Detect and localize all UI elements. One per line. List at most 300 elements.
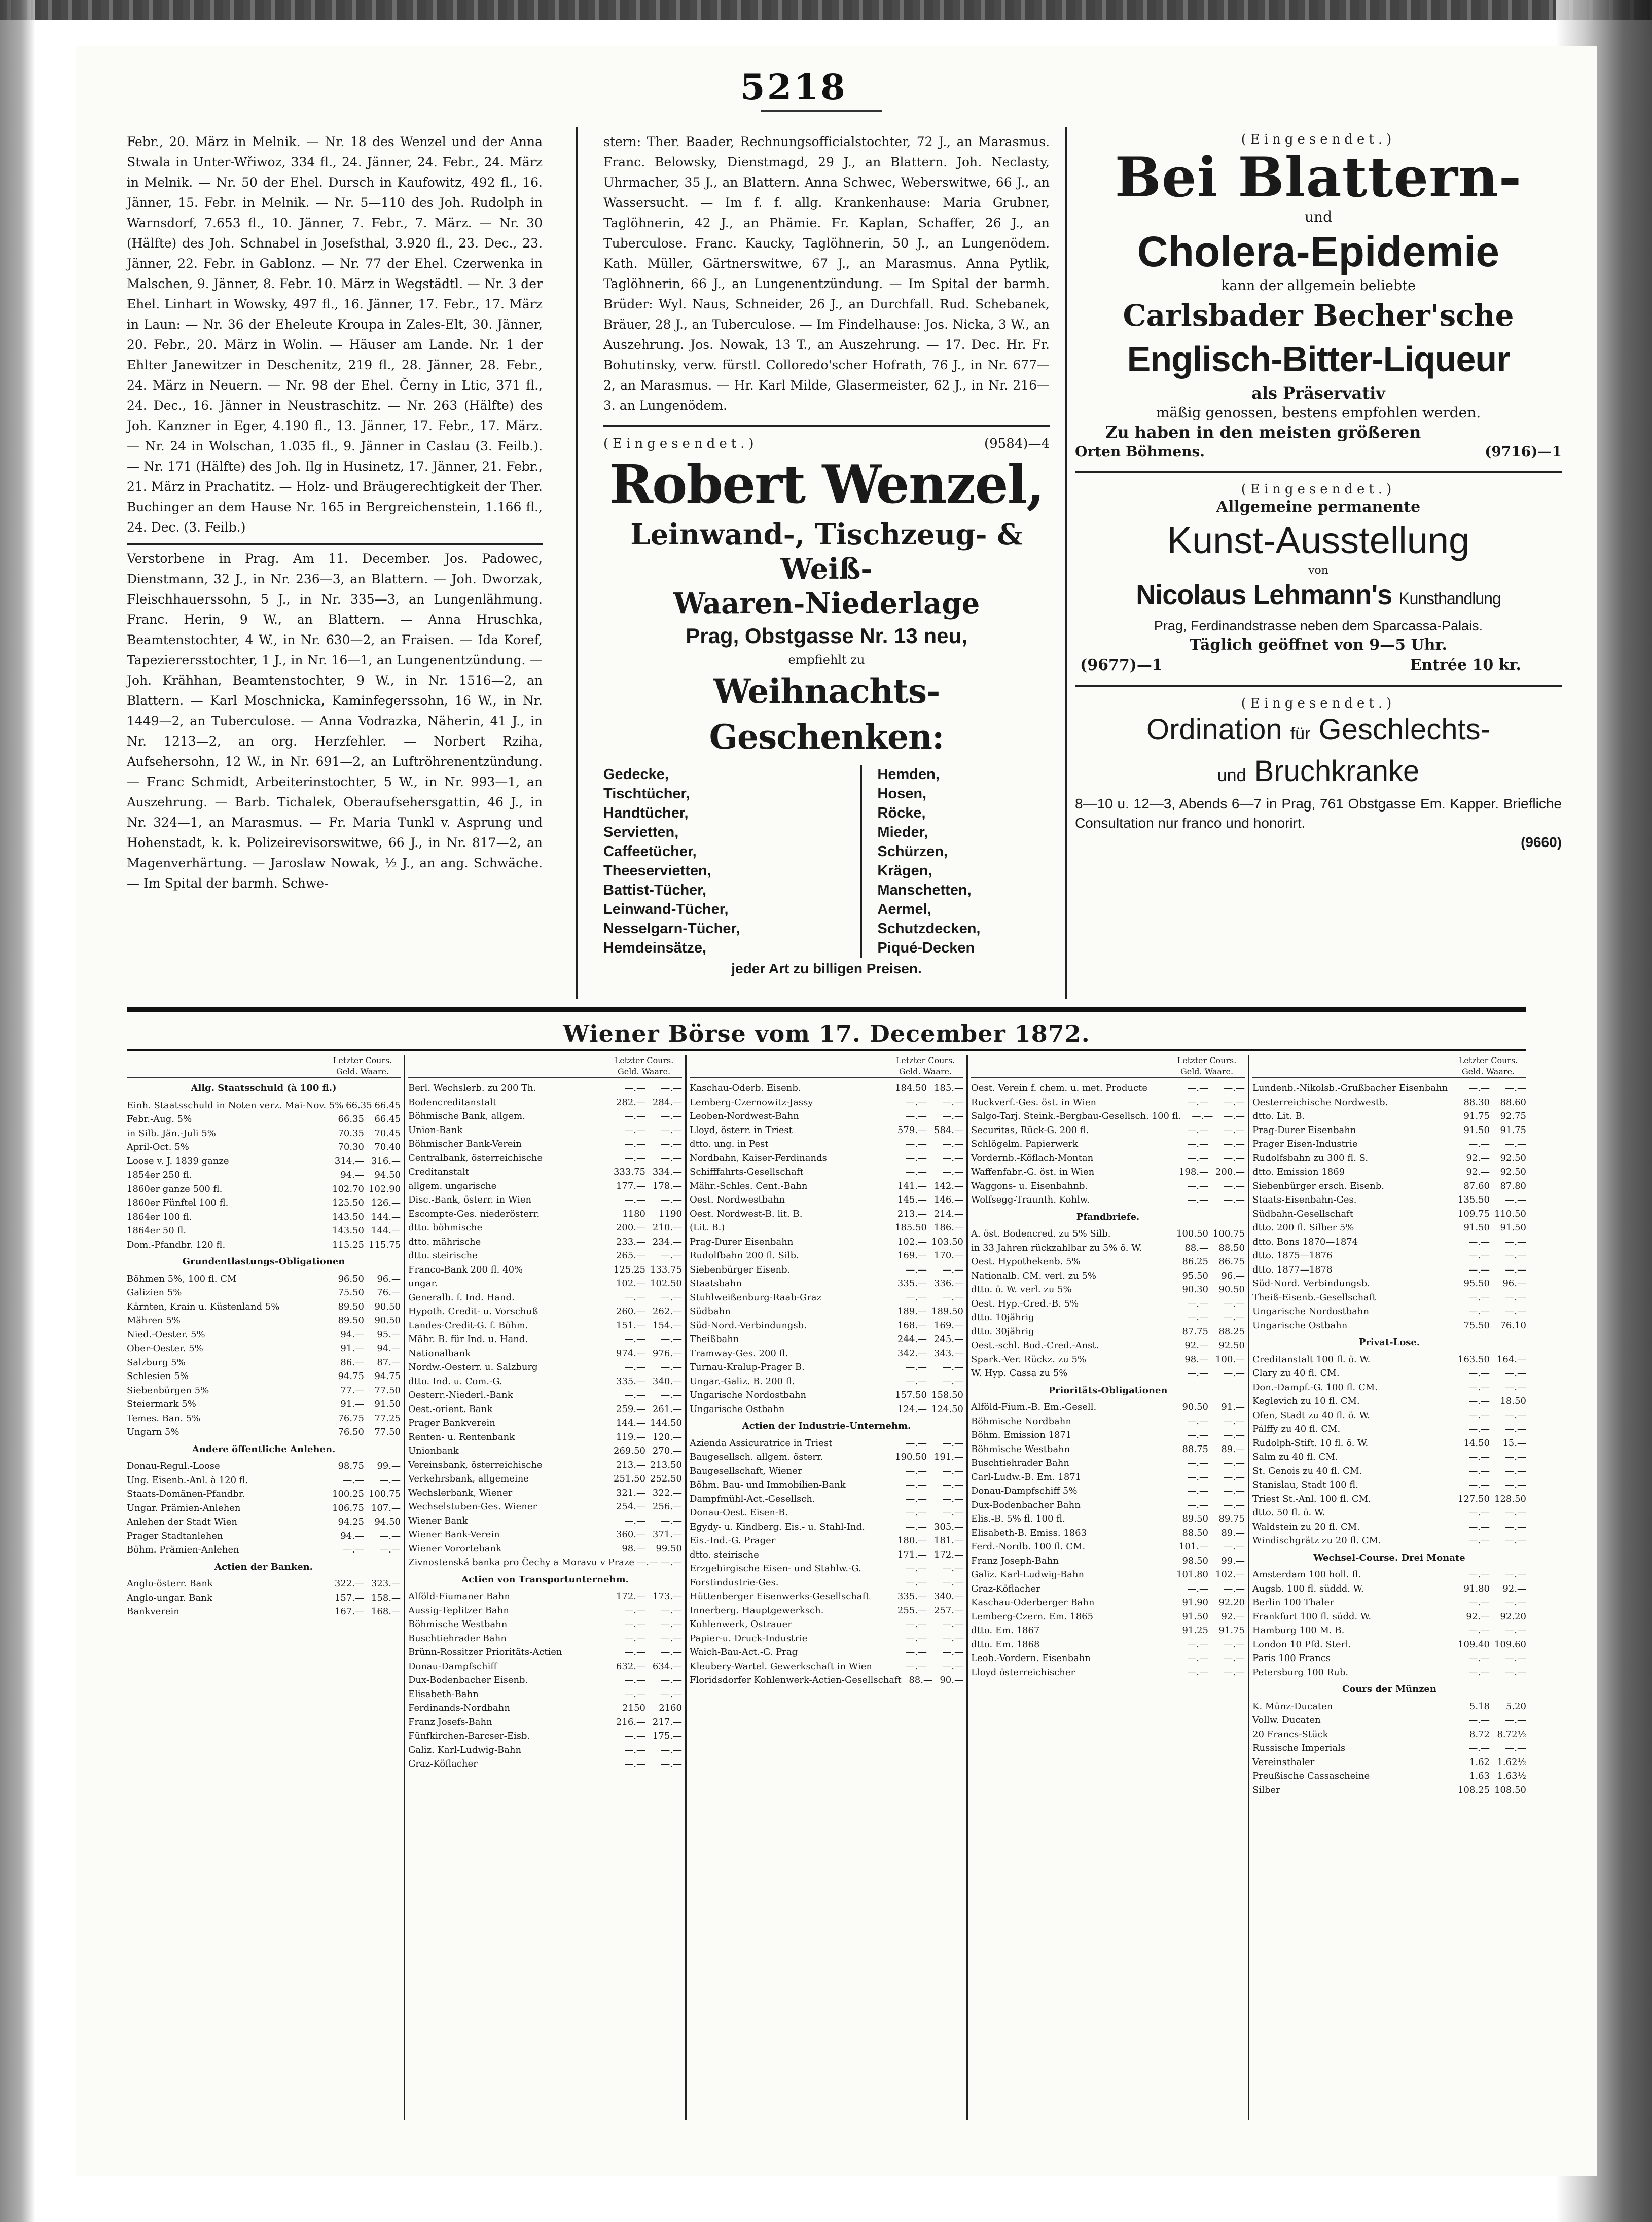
geld-value: 87.75 (1182, 1326, 1208, 1337)
security-name: Spark.-Ver. Rückz. zu 5% (971, 1354, 1087, 1365)
waare-value: —.— (942, 1437, 963, 1449)
ad-label: (Eingesendet.) (1241, 696, 1396, 711)
security-name: Siebenbürgen 5% (127, 1385, 209, 1396)
boerse-row (408, 1277, 682, 1291)
geld-value: —.— (1468, 1368, 1490, 1379)
waare-value: 146.— (933, 1194, 963, 1205)
boerse-row (408, 1757, 682, 1771)
security-name: dtto. 200 fl. Silber 5% (1252, 1222, 1354, 1233)
waare-value: —.— (1505, 1382, 1526, 1393)
waare-value: —.— (1224, 1139, 1245, 1149)
boerse-row (1252, 1319, 1526, 1333)
geld-value: 135.50 (1458, 1194, 1490, 1205)
boerse-row (690, 1576, 963, 1590)
security-name: Salgo-Tarj. Steink.-Bergbau-Gesellsch. 100 fl. (971, 1111, 1181, 1121)
boerse-section-title: Actien von Transportunternehm. (461, 1574, 629, 1585)
geld-value: —.— (1468, 1264, 1490, 1275)
waare-value: 89.— (1221, 1527, 1245, 1538)
waare-value: 94.75 (374, 1371, 401, 1382)
waare-value: —.— (1224, 1152, 1245, 1163)
ad-availability-2: Orten Böhmens. (1075, 443, 1205, 460)
security-name: (Lit. B.) (690, 1222, 725, 1233)
goods-item: Hemden, (877, 766, 940, 783)
boerse-row (1252, 1506, 1526, 1520)
boerse-row (1252, 1179, 1526, 1193)
waare-value: 305.— (933, 1521, 963, 1532)
security-name: Wechselstuben-Ges. Wiener (408, 1501, 537, 1512)
ad-kann: kann der allgemein beliebte (1220, 278, 1416, 294)
security-name: Rudolfbahn 200 fl. Silb. (690, 1250, 799, 1261)
geld-value: 76.75 (338, 1413, 364, 1424)
security-name: Triest St.-Anl. 100 fl. CM. (1252, 1493, 1371, 1504)
boerse-row (971, 1596, 1245, 1610)
geld-value: —.— (1187, 1639, 1208, 1650)
security-name: Leob.-Vordern. Eisenbahn (971, 1653, 1091, 1664)
geld-value: 213.— (616, 1459, 645, 1470)
security-name: Wiener Vorortebank (408, 1543, 502, 1554)
geld-value: 200.— (616, 1222, 645, 1233)
boerse-row (1252, 1596, 1526, 1610)
waare-value: 92.20 (1500, 1611, 1526, 1622)
geld-value: —.— (906, 1362, 927, 1372)
security-name: Preußische Cassascheine (1252, 1771, 1370, 1781)
security-name: Böhmische Westbahn (408, 1619, 508, 1630)
goods-item: Aermel, (877, 901, 931, 918)
waare-value: —.— (1224, 1667, 1245, 1678)
security-name: Staatsbahn (690, 1278, 742, 1289)
boerse-row (1252, 1221, 1526, 1235)
goods-item: Caffeetücher, (603, 843, 697, 860)
waare-value: 102.90 (369, 1183, 401, 1194)
geld-value: —.— (1468, 1653, 1490, 1664)
security-name: Kohlenwerk, Ostrauer (690, 1619, 792, 1630)
security-name: Theißbahn (690, 1334, 739, 1345)
geld-value: —.— (343, 1474, 364, 1486)
geld-value: 141.— (897, 1180, 927, 1191)
waare-value: —.— (1505, 1625, 1526, 1636)
security-name: Prag-Durer Eisenbahn (690, 1236, 794, 1247)
security-name: Loose v. J. 1839 ganze (127, 1155, 229, 1167)
boerse-row (127, 1224, 401, 1238)
geld-value: 91.— (340, 1399, 364, 1409)
security-name: Oest. Nordwest-B. lit. B. (690, 1208, 803, 1219)
boerse-row (408, 1514, 682, 1528)
goods-item: Servietten, (603, 824, 679, 840)
boerse-row (971, 1269, 1245, 1283)
boerse-row (408, 1556, 682, 1570)
waare-value: —.— (661, 1111, 682, 1121)
waare-value: —.— (1505, 1597, 1526, 1608)
ad-divider (603, 425, 1050, 427)
security-name: Febr.-Aug. 5% (127, 1114, 192, 1124)
security-name: Ungarische Ostbahn (690, 1403, 785, 1415)
geld-value: —.— (906, 1437, 927, 1449)
geld-value: —.— (1468, 1382, 1490, 1393)
security-name: London 10 Pfd. Sterl. (1252, 1639, 1351, 1650)
geld-value: 322.— (334, 1578, 364, 1589)
geld-value: —.— (906, 1292, 927, 1303)
boerse-row (690, 1319, 963, 1333)
security-name: Prager Stadtanlehen (127, 1530, 223, 1541)
waare-value: —.— (1505, 1743, 1526, 1753)
security-name: Lemberg-Czern. Em. 1865 (971, 1611, 1094, 1622)
geld-value: 213.— (897, 1208, 927, 1219)
geld-value: 109.75 (1458, 1208, 1490, 1219)
waare-value: —.— (942, 1647, 963, 1657)
waare-value: 154.— (652, 1320, 682, 1331)
waare-value: —.— (1224, 1499, 1245, 1510)
geld-value: —.— (906, 1167, 927, 1177)
security-name: Mähren 5% (127, 1315, 181, 1326)
boerse-row (690, 1645, 963, 1660)
geld-value: 314.— (334, 1155, 364, 1167)
security-name: Baugesellsch. allgem. österr. (690, 1452, 823, 1462)
security-name: Mähr.-Schles. Cent.-Bahn (690, 1180, 808, 1191)
geld-value: —.— (624, 1083, 645, 1094)
geld-value: —.— (1468, 1083, 1490, 1094)
security-name: Waggons- u. Eisenbahnb. (971, 1180, 1088, 1191)
ad-recommend: empfiehlt zu (788, 653, 865, 667)
boerse-row (408, 1165, 682, 1179)
boerse-row (1252, 1109, 1526, 1123)
security-name: Einh. Staatsschuld in Noten verz. Mai-Nov. 5% (127, 1100, 344, 1111)
geld-value: —.— (1192, 1111, 1213, 1121)
boerse-row (408, 1304, 682, 1319)
geld-value: 125.25 (614, 1264, 645, 1275)
boerse-row (408, 1291, 682, 1305)
boerse-row (690, 1534, 963, 1548)
geld-value: —.— (1468, 1139, 1490, 1149)
geld-value: —.— (624, 1675, 645, 1685)
geld-value: —.— (1187, 1416, 1208, 1427)
security-name: Kärnten, Krain u. Küstenland 5% (127, 1301, 280, 1312)
geld-value: 91.— (340, 1343, 364, 1354)
geld-value: 125.50 (332, 1197, 364, 1208)
boerse-row (127, 1591, 401, 1605)
geld-value: 75.50 (338, 1287, 364, 1298)
waare-value: 8.72½ (1497, 1729, 1526, 1740)
ad-subtitle-line2: Waaren-Niederlage (673, 587, 980, 620)
ad-availability: Zu haben in den meisten größeren (1105, 422, 1421, 442)
boerse-row (1252, 1137, 1526, 1151)
geld-value: 169.— (897, 1250, 927, 1261)
boerse-row (690, 1520, 963, 1534)
waare-value: —.— (1224, 1471, 1245, 1483)
waare-value: 634.— (652, 1661, 682, 1672)
geld-value: —.— (624, 1334, 645, 1345)
geld-value: 1.63 (1469, 1771, 1490, 1781)
goods-item: Leinwand-Tücher, (603, 901, 729, 918)
boerse-row (971, 1554, 1245, 1568)
boerse-column (690, 1055, 963, 2130)
security-name: Leoben-Nordwest-Bahn (690, 1111, 799, 1121)
waare-value: 90.50 (374, 1301, 401, 1312)
security-name: Oest. Nordwestbahn (690, 1194, 785, 1205)
geld-value: 90.50 (1182, 1402, 1208, 1413)
security-name: Kaschau-Oderberger Bahn (971, 1597, 1095, 1608)
waare-value: 87.80 (1500, 1180, 1526, 1191)
security-name: Stuhlweißenburg-Raab-Graz (690, 1292, 822, 1303)
security-name: Innerberg. Hauptgewerksch. (690, 1605, 824, 1616)
geld-value: 94.75 (338, 1371, 364, 1382)
boerse-row (1252, 1700, 1526, 1714)
security-name: Prag-Durer Eisenbahn (1252, 1124, 1356, 1136)
geld-value: 70.30 (338, 1142, 364, 1152)
security-name: Graz-Köflacher (408, 1758, 478, 1769)
geld-value: 282.— (616, 1097, 645, 1108)
security-name: Anglo-österr. Bank (127, 1578, 213, 1589)
waare-value: —.— (379, 1544, 401, 1555)
boerse-section-title: Andere öffentliche Anlehen. (192, 1443, 336, 1455)
geld-value: 157.— (334, 1592, 364, 1603)
security-name: Süd-Nord.-Verbindungsb. (690, 1320, 807, 1331)
waare-value: —.— (661, 1362, 682, 1372)
waare-value: 173.— (652, 1591, 682, 1602)
boerse-row (690, 1179, 963, 1193)
waare-value: 100.75 (1213, 1228, 1245, 1239)
security-name: dtto. 1875—1876 (1252, 1250, 1333, 1261)
security-name: Windischgrätz zu 20 fl. CM. (1252, 1535, 1381, 1546)
geld-value: 88.30 (1463, 1097, 1490, 1108)
security-name: Forstindustrie-Ges. (690, 1577, 779, 1588)
security-name: dtto. böhmische (408, 1222, 483, 1233)
geld-value: —.— (1468, 1306, 1490, 1317)
geld-value: —.— (906, 1479, 927, 1490)
geld-value: 143.50 (332, 1211, 364, 1222)
waare-value: 102.50 (650, 1278, 682, 1289)
security-name: dtto. steirische (408, 1250, 478, 1261)
boerse-row (690, 1402, 963, 1417)
boerse-row (127, 1300, 401, 1314)
waare-value: —.— (1224, 1298, 1245, 1309)
boerse-row (690, 1492, 963, 1506)
boerse-row (408, 1729, 682, 1743)
boerse-row (1252, 1727, 1526, 1742)
geld-value: 632.— (616, 1661, 645, 1672)
waare-value: 70.40 (374, 1142, 401, 1152)
security-name: Keglevich zu 10 fl. CM. (1252, 1396, 1360, 1406)
security-name: Anlehen der Stadt Wien (127, 1516, 238, 1527)
boerse-row (408, 1743, 682, 1757)
geld-value: —.— (1187, 1180, 1208, 1191)
geld-value: —.— (1468, 1479, 1490, 1490)
waare-value: —.— (661, 1647, 682, 1657)
security-name: Franz Josefs-Bahn (408, 1716, 492, 1727)
boerse-row (408, 1542, 682, 1556)
geld-value: 94.25 (338, 1516, 364, 1527)
geld-value: 115.25 (332, 1239, 364, 1250)
security-name: Prager Eisen-Industrie (1252, 1139, 1358, 1149)
security-name: Salzburg 5% (127, 1357, 186, 1368)
waare-value: 108.50 (1494, 1784, 1526, 1795)
waare-value: 334.— (652, 1167, 682, 1177)
boerse-row (971, 1311, 1245, 1325)
geld-value: —.— (624, 1633, 645, 1644)
boerse-column (1252, 1055, 1526, 2130)
wenzel-advertisement (603, 436, 1050, 977)
boerse-row (408, 1263, 682, 1277)
security-name: Elis.-B. 5% fl. 100 fl. (971, 1513, 1065, 1524)
boerse-row (971, 1283, 1245, 1297)
security-name: Galiz. Karl-Ludwig-Bahn (971, 1569, 1085, 1580)
waare-value: 66.45 (374, 1100, 401, 1111)
boerse-row (127, 1196, 401, 1210)
geld-value: 360.— (616, 1529, 645, 1540)
waare-value: 89.— (1221, 1443, 1245, 1455)
geld-value: 98.— (1184, 1354, 1208, 1365)
boerse-row (127, 1126, 401, 1141)
security-name: Graz-Köflacher (971, 1583, 1040, 1594)
geld-value: 70.35 (338, 1127, 364, 1139)
security-name: Oest. Hyp.-Cred.-B. 5% (971, 1298, 1079, 1309)
boerse-row (690, 1478, 963, 1492)
security-name: Landes-Credit-G. f. Böhm. (408, 1320, 528, 1331)
geld-value: 92.— (1466, 1152, 1490, 1163)
geld-value: 96.50 (338, 1273, 364, 1284)
section-rule (127, 1049, 1526, 1051)
boerse-column (408, 1055, 682, 2130)
security-name: Silber (1252, 1784, 1280, 1795)
security-name: Alföld-Fiumaner Bahn (408, 1591, 510, 1602)
waare-value: 90.— (940, 1675, 963, 1685)
security-name: Waffenfabr.-G. öst. in Wien (971, 1167, 1095, 1177)
waare-value: —.— (1505, 1715, 1526, 1725)
waare-value: —.— (942, 1661, 963, 1672)
security-name: Zivnostenská banka pro Čechy a Moravu v Praze (408, 1557, 635, 1568)
security-name: Egydy- u. Kindberg. Eis.- u. Stahl-Ind. (690, 1521, 865, 1532)
waare-value: 158.— (371, 1592, 401, 1603)
waare-value: 270.— (652, 1445, 682, 1456)
security-name: dtto. Em. 1868 (971, 1639, 1040, 1650)
boerse-row (127, 1577, 401, 1591)
security-name: dtto. ö. W. verl. zu 5% (971, 1284, 1072, 1295)
waare-value: 142.— (933, 1180, 963, 1191)
boerse-row (1252, 1651, 1526, 1666)
ad-praeservativ: als Präservativ (1251, 383, 1385, 403)
waare-value: —.— (661, 1390, 682, 1400)
geld-value: —.— (906, 1521, 927, 1532)
boerse-row (971, 1428, 1245, 1442)
waare-value: —.— (1505, 1479, 1526, 1490)
geld-value: 335.— (616, 1375, 645, 1387)
geld-value: —.— (1187, 1486, 1208, 1496)
header-label: Letzter Cours. (1177, 1055, 1237, 1065)
geld-value: 92.— (1466, 1167, 1490, 1177)
geld-value: 260.— (616, 1306, 645, 1317)
boerse-row (1252, 1624, 1526, 1638)
boerse-row (971, 1338, 1245, 1353)
ad-line2: Bruchkranke (1254, 755, 1420, 788)
security-name: Clary zu 40 fl. CM. (1252, 1368, 1340, 1379)
security-name: Siebenbürger ersch. Eisenb. (1252, 1180, 1384, 1191)
security-name: Ungar. Prämien-Anlehen (127, 1502, 241, 1513)
waare-value: —.— (1224, 1458, 1245, 1468)
header-geld-waare: Geld. Waare. (336, 1067, 389, 1076)
boerse-row (127, 1501, 401, 1515)
geld-value: 124.— (897, 1403, 927, 1415)
stock-exchange-table (127, 1055, 1526, 2130)
geld-value: 66.35 (346, 1100, 372, 1111)
security-name: Oest. Verein f. chem. u. met. Producte (971, 1083, 1148, 1094)
waare-value: 168.— (371, 1606, 401, 1617)
security-name: Ofen, Stadt zu 40 fl. ö. W. (1252, 1409, 1370, 1421)
geld-value: —.— (906, 1647, 927, 1657)
boerse-row (971, 1638, 1245, 1652)
security-name: Vollw. Ducaten (1252, 1715, 1321, 1725)
security-name: Waldstein zu 20 fl. CM. (1252, 1521, 1360, 1532)
geld-value: —.— (906, 1375, 927, 1387)
goods-item: Gedecke, (603, 766, 669, 783)
security-name: Oesterr.-Niederl.-Bank (408, 1390, 513, 1400)
security-name: Donau-Oest. Eisen-B. (690, 1507, 788, 1518)
boerse-row (127, 1397, 401, 1412)
geld-value: 127.50 (1458, 1493, 1490, 1504)
geld-value: 151.— (616, 1320, 645, 1331)
geld-value: 76.50 (338, 1427, 364, 1437)
boerse-row (408, 1319, 682, 1333)
geld-value: 255.— (897, 1605, 927, 1616)
security-name: Escompte-Ges. niederösterr. (408, 1208, 540, 1219)
waare-value: 88.25 (1218, 1326, 1245, 1337)
boerse-row (690, 1081, 963, 1096)
geld-value: —.— (906, 1633, 927, 1644)
waare-value: 99.— (1221, 1555, 1245, 1566)
boerse-column-rule (966, 1055, 968, 2120)
waare-value: 976.— (652, 1348, 682, 1359)
geld-value: —.— (1187, 1499, 1208, 1510)
geld-value: —.— (343, 1544, 364, 1555)
security-name: Elisabeth-B. Emiss. 1863 (971, 1527, 1087, 1538)
geld-value: 95.50 (1463, 1278, 1490, 1289)
waare-value: —.— (379, 1530, 401, 1541)
waare-value: —.— (661, 1292, 682, 1303)
waare-value: —.— (661, 1124, 682, 1136)
boerse-row (408, 1617, 682, 1632)
waare-value: —.— (1505, 1264, 1526, 1275)
header-geld-waare: Geld. Waare. (1461, 1067, 1515, 1076)
security-name: Wiener Bank-Verein (408, 1529, 500, 1540)
geld-value: 102.— (616, 1278, 645, 1289)
boerse-row (127, 1154, 401, 1169)
security-name: Ferd.-Nordb. 100 fl. CM. (971, 1541, 1086, 1552)
waare-value: 90.50 (374, 1315, 401, 1326)
waare-value: —.— (942, 1465, 963, 1476)
goods-item: Schürzen, (877, 843, 948, 860)
boerse-row (127, 1543, 401, 1557)
security-name: Amsterdam 100 holl. fl. (1252, 1569, 1361, 1580)
boerse-column-rule (685, 1055, 687, 2120)
boerse-row (127, 1425, 401, 1439)
geld-value: —.— (1468, 1292, 1490, 1303)
boerse-row (1252, 1277, 1526, 1291)
ad-line2-small: und (1217, 766, 1246, 785)
geld-value: —.— (1468, 1667, 1490, 1678)
boerse-row (408, 1123, 682, 1138)
security-name: Schifffahrts-Gesellschaft (690, 1167, 804, 1177)
geld-value: —.— (624, 1605, 645, 1616)
boerse-row (690, 1673, 963, 1687)
security-name: Franz Joseph-Bahn (971, 1555, 1059, 1566)
boerse-row (690, 1096, 963, 1110)
waare-value: 252.50 (650, 1473, 682, 1484)
waare-value: —.— (942, 1362, 963, 1372)
boerse-row (690, 1332, 963, 1347)
geld-value: —.— (1468, 1452, 1490, 1462)
geld-value: —.— (1468, 1409, 1490, 1421)
geld-value: 98.— (622, 1543, 645, 1554)
geld-value: 98.50 (1182, 1555, 1208, 1566)
waare-value: 87.— (377, 1357, 401, 1368)
